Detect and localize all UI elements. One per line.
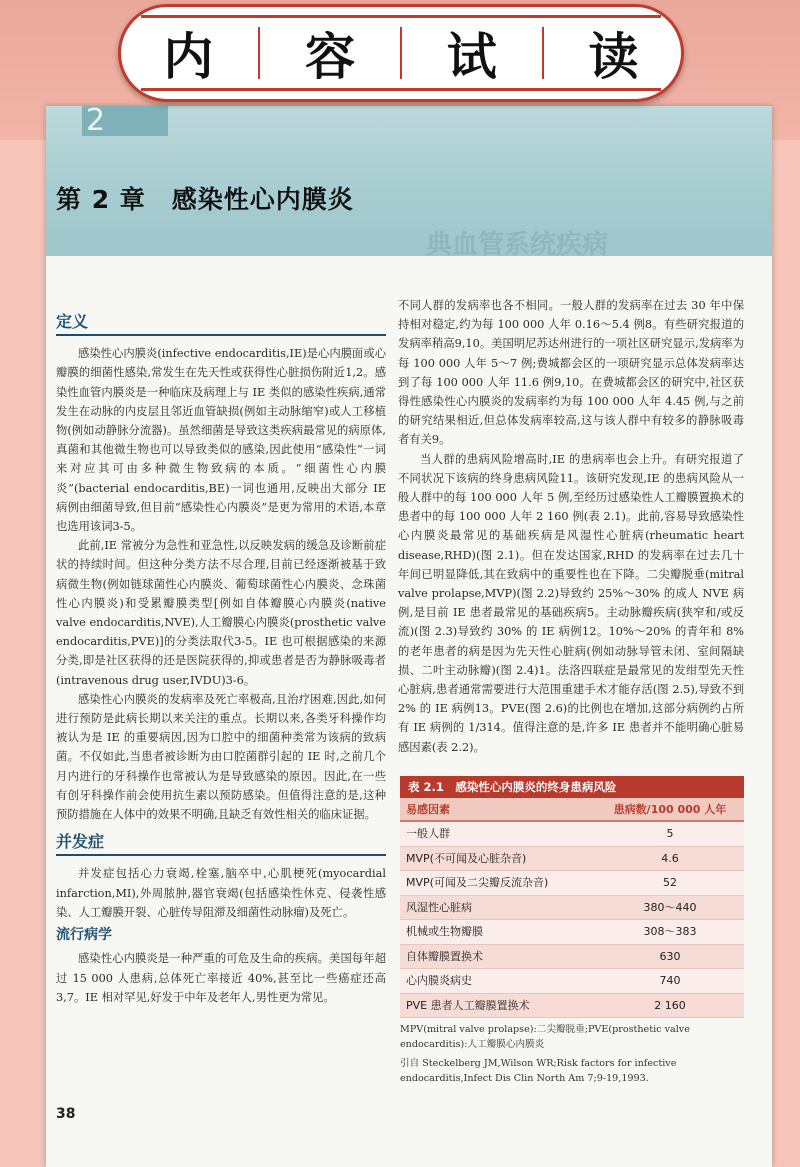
paragraph: 不同人群的发病率也各不相同。一般人群的发病率在过去 30 年中保持相对稳定,约为每 100 000 人年 0.16～5.4 例8。有些研究报道的发病率稍高9,10。美国明尼苏达州进行的一项社区研究显示,发病率为每 100 000 人年 5～7 例;费城都会区的一项研究显示总体发病率达到了每 100 000 人年 11.6 例9,10。在费城都会区的研究中,社区获得性感染性心内膜炎的发病率约为每 100 000 人年 4.45 例,与之前的研究结果相近,但总体发病率较高,这与该人群中有较多的静脉吸毒者有关9。 (398, 299, 744, 447)
page-number: 38 (56, 1106, 76, 1122)
cell-rate: 5 (666, 827, 674, 840)
cell-factor: PVE 患者人工瓣膜置换术 (406, 998, 530, 1012)
paragraph: 并发症包括心力衰竭,栓塞,脑卒中,心肌梗死(myocardial infarction,MI),外周脓肿,器官衰竭(包括感染性休克、侵袭性感染、人工瓣膜开裂、心脏传导阻滞及细菌性动脉瘤)及死亡。 (56, 867, 386, 919)
cell-factor: 一般人群 (406, 827, 450, 840)
cell-rate: 4.6 (661, 851, 679, 865)
faded-header-text: 典血管系统疾病 (426, 230, 609, 260)
chapter-number: 2 (82, 106, 168, 136)
table-row (400, 847, 744, 872)
table-row (400, 896, 744, 921)
table-header-factor: 易感因素 (406, 803, 450, 816)
chapter-header-band (46, 106, 772, 260)
cell-rate: 630 (659, 949, 681, 963)
paragraph: 当人群的患病风险增高时,IE 的患病率也会上升。有研究报道了不同状况下该病的终身患病风险11。该研究发现,IE 的患病风险从一般人群中的每 100 000 人年 5 例,至经历过感染性人工瓣膜置换术的患者中的每 100 000 人年 2 160 例(表 2.1)。此前,容易导致感染性心内膜炎最常见的基础疾病是风湿性心脏病(rheumatic heart disease,RHD)(图 2.1)。但在发达国家,RHD 的发病率在过去几十年间已明显降低,其在致病中的重要性也在下降。二尖瓣脱垂(mitral valve prolapse,MVP)(图 2.2)导致约 25%～30% 的成人 NVE 病例,是目前 IE 患者最常见的基础疾病5。主动脉瓣疾病(狭窄和/或反流)(图 2.3)导致约 30% 的 IE 病例12。10%～20% 的青年和 8% 的老年患者的病是因为先天性心脏病(例如动脉导管未闭、室间隔缺损、二叶主动脉瓣)(图 2.4)1。法洛四联症是最常见的发绀型先天性心脏病,患者通常需要进行大范围重建手术才能存活(图 2.5),导致不到 2% 的 IE 病例13。PVE(图 2.6)的比例也在增加,这部分病例约占所有 IE 病例的 1/314。值得注意的是,许多 IE 患者并不能明确心脏易感因素(表 2.2)。 (398, 452, 744, 754)
chapter-title: 第 2 章 感染性心内膜炎 (56, 185, 354, 214)
right-column (398, 296, 744, 757)
table-caption: 表 2.1 感染性心内膜炎的终身患病风险 (400, 776, 744, 798)
cell-rate: 740 (659, 974, 681, 987)
paragraph: 此前,IE 常被分为急性和亚急性,以反映发病的缓急及诊断前症状的持续时间。但这种分类方法不尽合理,目前已经逐渐被基于致病微生物(例如链球菌性心内膜炎、葡萄球菌性心内膜炎、念珠菌性心内膜炎)和受累瓣膜类型[例如自体瓣膜心内膜炎(native valve endocarditis,NVE),人工瓣膜心内膜炎(prosthetic valve endocarditis,PVE)]的分类法取代3-5。IE 也可根据感染的来源分类,即是社区获得的还是医院获得的,抑或患者是否为静脉吸毒者(intravenous drug user,IVDU)3-6。 (56, 539, 386, 687)
cell-factor: 机械或生物瓣膜 (406, 925, 483, 938)
banner-divider (542, 27, 544, 79)
left-column (56, 312, 386, 1007)
table-row (400, 945, 744, 970)
preview-banner (118, 4, 684, 102)
table-row (400, 994, 744, 1019)
section-heading-complications: 并发症 (56, 832, 386, 856)
subsection-heading-epidemiology: 流行病学 (56, 927, 112, 944)
banner-divider (258, 27, 260, 79)
cell-factor: 自体瓣膜置换术 (406, 949, 483, 963)
section-heading-definition: 定义 (56, 312, 386, 336)
banner-char: 内 (163, 28, 214, 86)
cell-factor: 心内膜炎病史 (406, 974, 472, 987)
banner-char: 容 (305, 28, 356, 86)
cell-factor: 风湿性心脏病 (406, 900, 472, 914)
table-note-source: 引自 Steckelberg JM,Wilson WR;Risk factors for infective endocarditis,Infect Dis Clin North Am 7;9-19,1993. (400, 1058, 677, 1084)
cell-rate: 308～383 (643, 925, 697, 938)
table-row (400, 822, 744, 847)
cell-rate: 380～440 (643, 900, 697, 914)
table-row (400, 871, 744, 896)
paragraph: 感染性心内膜炎的发病率及死亡率极高,且治疗困难,因此,如何进行预防是此病长期以来关注的重点。长期以来,各类牙科操作均被认为是 IE 的重要病因,因为口腔中的细菌种类常为该病的致病菌。不仅如此,当患者被诊断为由口腔菌群引起的 IE 时,之前几个月内进行的牙科操作也常被认为是导致感染的原因。因此,在一些有创牙科操作前会使用抗生素以预防感染。但值得注意的是,这种预防措施在人体中的效果不明确,且缺乏有效性相关的临床证据。 (56, 692, 386, 822)
table-header-rate: 患病数/100 000 人年 (613, 803, 727, 816)
banner-divider (400, 27, 402, 79)
paragraph: 感染性心内膜炎是一种严重的可危及生命的疾病。美国每年超过 15 000 人患病,总体死亡率接近 40%,甚至比一些癌症还高3,7。IE 相对罕见,好发于中年及老年人,男性更为常见。 (56, 952, 386, 1004)
cell-factor: MVP(可闻及二尖瓣反流杂音) (406, 876, 549, 889)
risk-table (400, 776, 744, 1086)
cell-rate: 52 (663, 876, 677, 889)
table-body (400, 822, 744, 1018)
table-row (400, 969, 744, 994)
banner-char: 读 (588, 28, 639, 86)
cell-factor: MVP(不可闻及心脏杂音) (406, 851, 527, 865)
table-row (400, 920, 744, 945)
cell-rate: 2 160 (654, 998, 686, 1012)
paragraph: 感染性心内膜炎(infective endocarditis,IE)是心内膜面或心瓣膜的细菌性感染,常发生在先天性或获得性心脏损伤附近1,2。感染性血管内膜炎是一种临床及病理上与 IE 类似的感染性疾病,通常发生在动脉的内皮层且邻近血管缺损(例如主动脉缩窄)或人工移植物(例如动静脉分流器)。虽然细菌是导致这类疾病最常见的病原体,真菌和其他微生物也可以导致类似的感染,因此使用“感染性”一词来对应其可由多种微生物致病的本质。“细菌性心内膜炎”(bacterial endocarditis,BE)一词也通用,反映出大部分 IE 病例由细菌导致,但目前“感染性心内膜炎”是更为常用的术语,本章也选用该词3-5。 (56, 347, 386, 534)
banner-char: 试 (446, 28, 497, 86)
table-note-abbreviations: MPV(mitral valve prolapse):二尖瓣脱垂;PVE(prosthetic valve endocarditis):人工瓣膜心内膜炎 (400, 1024, 690, 1050)
table-header-row (400, 798, 744, 822)
